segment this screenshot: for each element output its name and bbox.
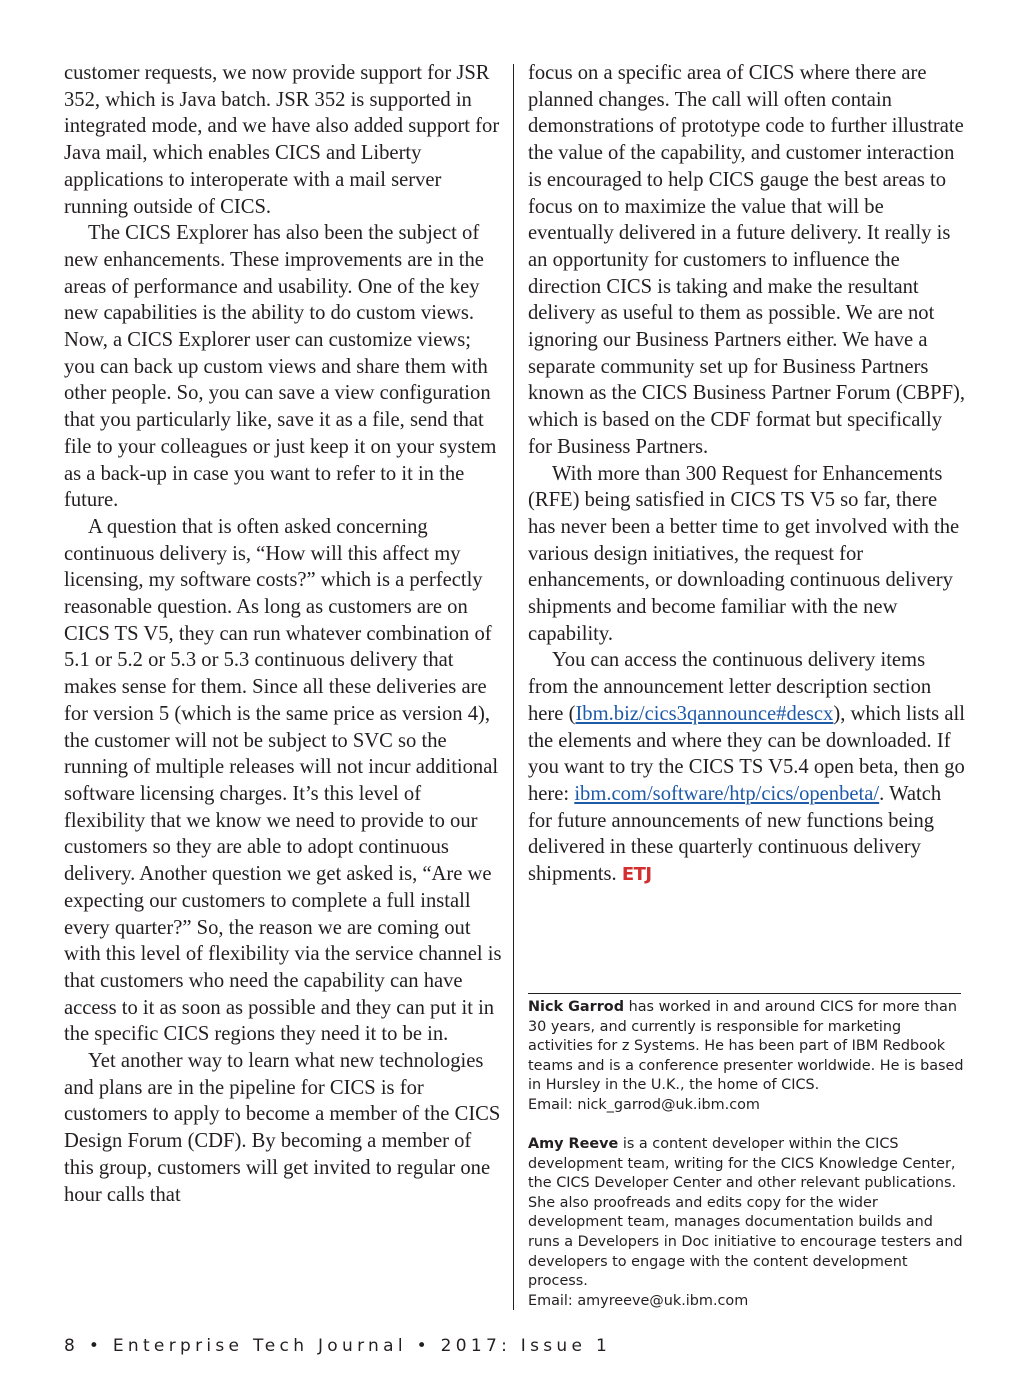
right-paragraph-3-part-a: You can access the continuous delivery items from the announcement letter description section here ( (528, 649, 932, 725)
author-name: Nick Garrod (528, 999, 624, 1015)
author-email: Email: amyreeve@uk.ibm.com (528, 1292, 749, 1309)
right-paragraph-3-part-c: . Watch for future announcements of new functions being delivered in these quarterly continuous delivery shipments. (528, 782, 942, 886)
author-bio-amy-reeve (528, 1135, 968, 1311)
announcement-link[interactable]: Ibm.biz/cics3qannounce#descx (575, 702, 834, 725)
article-left-column (64, 60, 504, 1208)
bio-description: is a content developer within the CICS development team, writing for the CICS Knowledge Center, the CICS Developer Center and other relevant publications. She also proofreads and edits copy for the wider development team, manages documentation builds and runs a Developers in Doc initiative to encourage testers and developers to engage with the content development process. (528, 1136, 963, 1290)
bio-text (528, 1135, 968, 1292)
page-footer: 8 • Enterprise Tech Journal • 2017: Issue 1 (64, 1336, 612, 1356)
author-email: Email: nick_garrod@uk.ibm.com (528, 1096, 760, 1113)
etj-end-mark: ETJ (621, 864, 652, 886)
bio-description: has worked in and around CICS for more than 30 years, and currently is responsible for marketing activities for z Systems. He has been part of IBM Redbook teams and is a conference presenter worldwide. He is based in Hursley in the U.K., the home of CICS. (528, 999, 964, 1094)
right-paragraph-3 (528, 647, 968, 888)
column-divider (513, 64, 514, 1310)
left-paragraph-4: Yet another way to learn what new technologies and plans are in the pipeline for CICS is for customers to apply to become a member of the CICS Design Forum (CDF). By becoming a member of this group, customers will get invited to regular one hour calls that (64, 1050, 501, 1206)
author-bio-nick-garrod (528, 998, 968, 1116)
article-right-column (528, 60, 968, 889)
author-name: Amy Reeve (528, 1136, 619, 1152)
left-paragraph-3: A question that is often asked concerning continuous delivery is, “How will this affect my licensing, my software costs?” which is a perfectly reasonable question. As long as customers are on CICS TS V5, they can run whatever combination of 5.1 or 5.2 or 5.3 or 5.3 continuous delivery that makes sense for them. Since all these deliveries are for version 5 (which is the same price as version 4), the customer will not be subject to SVC so the running of multiple releases will not incur additional software licensing charges. It’s this level of flexibility that we know we need to provide to our customers so they are able to adopt continuous delivery. Another question we get asked is, “Are we expecting our customers to complete a full install every quarter?” So, the reason we are coming out with this level of flexibility via the service channel is that customers who need the capability can have access to it as soon as possible and they can put it in the specific CICS regions they need it to be in. (64, 515, 502, 1046)
bio-separator (528, 993, 961, 994)
right-paragraph-1: focus on a specific area of CICS where there are planned changes. The call will often contain demonstrations of prototype code to further illustrate the value of the capability, and customer interaction is encouraged to help CICS gauge the best areas to focus on to maximize the value that will be eventually delivered in a future delivery. It really is an opportunity for customers to influence the direction CICS is taking and make the resultant delivery as useful to them as possible. We are not ignoring our Business Partners either. We have a separate community set up for Business Partners known as the CICS Business Partner Forum (CBPF), which is based on the CDF format but specifically for Business Partners. (528, 62, 966, 458)
open-beta-link[interactable]: ibm.com/software/htp/cics/openbeta/ (574, 782, 880, 805)
left-paragraph-2: The CICS Explorer has also been the subject of new enhancements. These improvements are in the areas of performance and usability. One of the key new capabilities is the ability to do custom views. Now, a CICS Explorer user can customize views; you can back up custom views and share them with other people. So, you can save a view configuration that you particularly like, save it as a file, send that file to your colleagues or just keep it on your system as a back-up in case you want to refer to it in the future. (64, 222, 497, 512)
right-paragraph-2: With more than 300 Request for Enhancements (RFE) being satisfied in CICS TS V5 so far, there has never been a better time to get involved with the various design initiatives, the request for enhancements, or downloading continuous delivery shipments and become familiar with the new capability. (528, 462, 960, 645)
bio-text (528, 998, 968, 1096)
left-paragraph-1: customer requests, we now provide support for JSR 352, which is Java batch. JSR 352 is supported in integrated mode, and we have also added support for Java mail, which enables CICS and Liberty applications to interoperate with a mail server running outside of CICS. (64, 62, 500, 218)
right-paragraph-3-part-b: ), which lists all the elements and where they can be downloaded. If you want to try the CICS TS V5.4 open beta, then go here: (528, 702, 965, 805)
